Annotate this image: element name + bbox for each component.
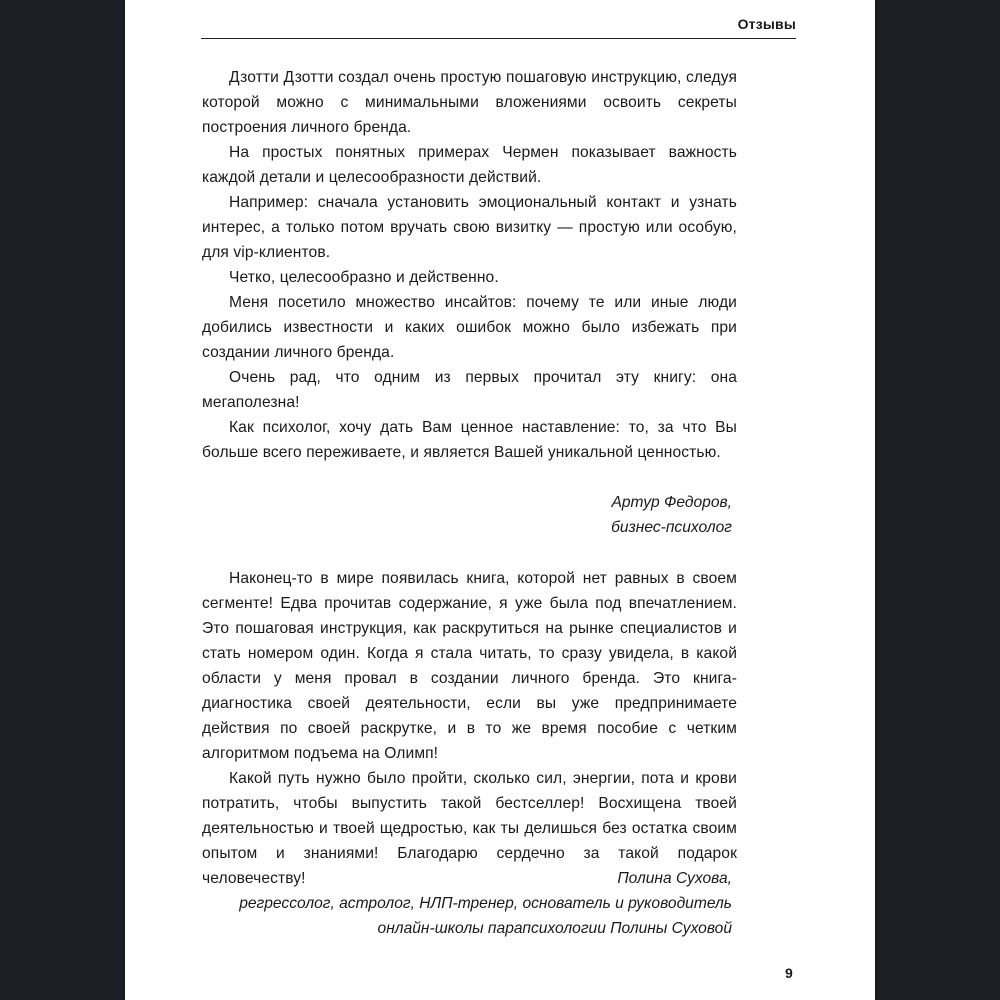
author-name: Полина Сухова, [617,870,732,887]
review-paragraph: Например: сначала установить эмоциональный контакт и узнать интерес, а только потом вручать свою визитку — простую или особую, для vip-клиентов. [202,194,737,261]
review-paragraph: Какой путь нужно было пройти, сколько сил, энергии, пота и крови потратить, чтобы выпустить такой бестселлер! Восхищена твоей деятельностью и твоей щедростью, как ты делишься без остатка своим опытом и знаниями! Благодарю сердечно за такой подарок человечеству! [202,770,737,887]
review-paragraph: Как психолог, хочу дать Вам ценное наставление: то, за что Вы больше всего переживаете, и является Вашей уникальной ценностью. [202,419,737,461]
review-2-signature [239,866,732,941]
book-page [125,0,875,1000]
section-title: Отзывы [737,16,796,32]
review-paragraph: На простых понятных примерах Чермен показывает важность каждой детали и целесообразности действий. [202,144,737,186]
review-1-signature [611,490,732,540]
review-paragraph: Дзотти Дзотти создал очень простую пошаговую инструкцию, следуя которой можно с минимальными вложениями освоить секреты построения личного бренда. [202,69,737,136]
author-name: Артур Федоров, [611,494,732,511]
review-paragraph: Очень рад, что одним из первых прочитал эту книгу: она мегаполезна! [202,369,737,411]
page-number: 9 [785,965,793,981]
review-paragraph: Четко, целесообразно и действенно. [229,269,499,286]
author-role: бизнес-психолог [611,519,732,536]
running-header [201,12,796,39]
review-2-body [202,566,737,891]
review-paragraph: Наконец-то в мире появилась книга, которой нет равных в своем сегменте! Едва прочитав содержание, я уже была под впечатлением. Это пошаговая инструкция, как раскрутиться на рынке специалистов и стать номером один. Когда я стала читать, то сразу увидела, в какой области у меня провал в создании личного бренда. Это книга-диагностика своей деятельности, если вы уже предпринимаете действия по своей раскрутке, и в то же время пособие с четким алгоритмом подъема на Олимп! [202,570,737,762]
review-paragraph: Меня посетило множество инсайтов: почему те или иные люди добились известности и каких ошибок можно было избежать при создании личного бренда. [202,294,737,361]
author-role: регрессолог, астролог, НЛП-тренер, основатель и руководитель [239,895,732,912]
author-role: онлайн-школы парапсихологии Полины Суховой [377,920,732,937]
review-1-body [202,65,737,465]
